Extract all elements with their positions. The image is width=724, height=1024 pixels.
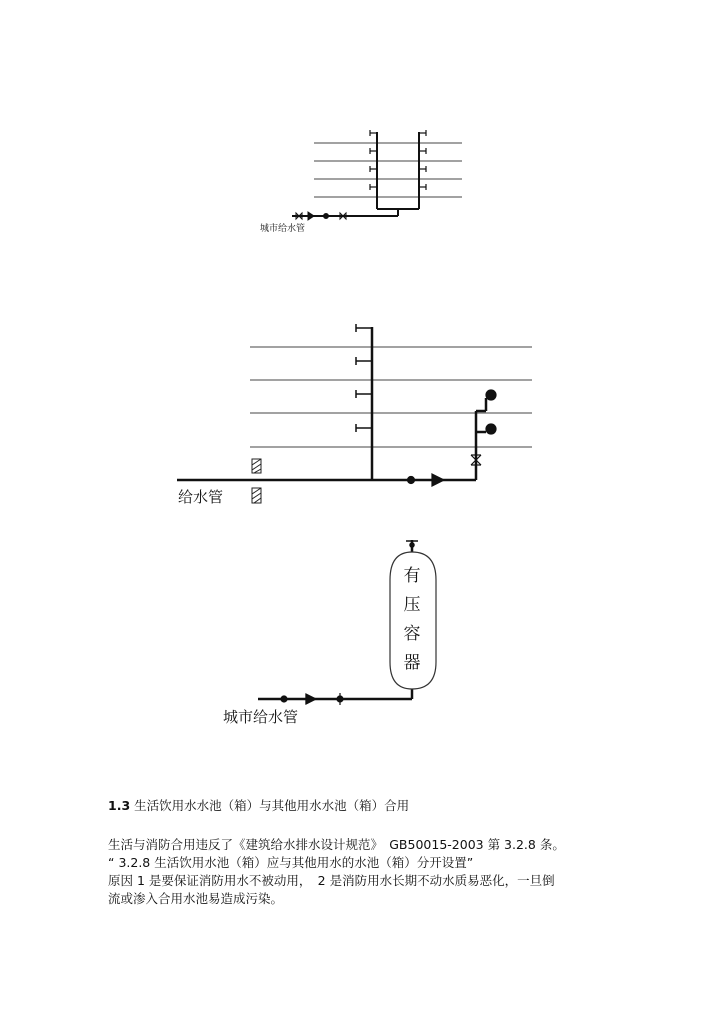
paragraph-line-2: “ 3.2.8 生活饮用水池（箱）应与其他用水的水池（箱）分开设置” [108, 855, 474, 870]
diagram-2-label: 给水管 [178, 488, 224, 506]
paragraph-line-1: 生活与消防合用违反了《建筑给水排水设计规范》 GB50015-2003 第 3.2.8 条。 [108, 837, 565, 852]
vessel-label-char-3: 容 [403, 624, 421, 644]
paragraph-line-3: 原因 1 是要保证消防用水不被动用， 2 是消防用水长期不动水质易恶化，一旦倒 [108, 873, 555, 888]
paragraph-line-4: 流或渗入合用水池易造成污染。 [108, 891, 284, 906]
section-heading [108, 797, 628, 815]
explanation-paragraph [108, 836, 628, 908]
diagram-3-label: 城市给水管 [223, 708, 299, 726]
section-title: 生活饮用水水池（箱）与其他用水水池（箱）合用 [134, 798, 410, 813]
vessel-label-char-1: 有 [403, 566, 421, 586]
diagram-1-label: 城市给水管 [260, 224, 306, 234]
vessel-label-char-2: 压 [403, 595, 421, 615]
section-number: 1.3 [108, 798, 131, 813]
vessel-label-char-4: 器 [403, 653, 421, 673]
